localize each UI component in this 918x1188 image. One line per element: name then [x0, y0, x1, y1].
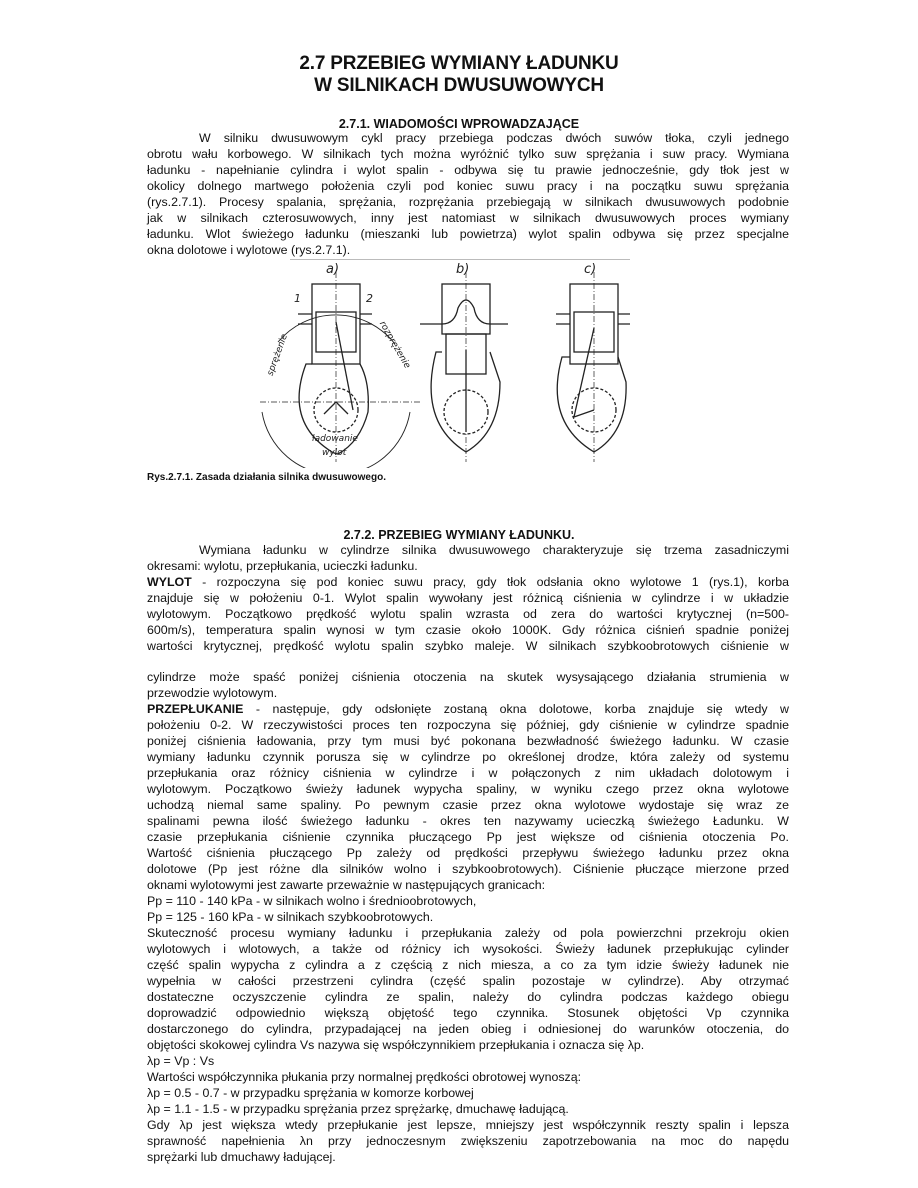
paragraph-line: uchodzą niemal same spaliny. Po pewnym czasie przez okna wylotowe wydostaje się wraz ze: [147, 798, 789, 812]
section-heading-2-7-1: 2.7.1. WIADOMOŚCI WPROWADZAJĄCE: [338, 117, 580, 131]
paragraph-line: przewodzie wylotowym.: [147, 686, 278, 700]
paragraph-line: spalinami pewna ilość świeżego ładunku - okres ten nazywamy ucieczką świeżego Ładunku. W: [147, 814, 789, 828]
paragraph-line: W silniku dwusuwowym cykl pracy przebiega podczas dwóch suwów tłoka, czyli jednego: [199, 131, 789, 145]
paragraph-line: wypełnia w całości przestrzeni cylindra (część spalin pozostaje w cylindrze). Aby otrzymać: [147, 974, 789, 988]
page-title-line-1: 2.7 PRZEBIEG WYMIANY ŁADUNKU: [299, 53, 619, 74]
paragraph-line: Wymiana ładunku w cylindrze silnika dwusuwowego charakteryzuje się trzema zasadniczymi: [199, 543, 789, 557]
scan-artifact-line: [290, 259, 630, 260]
pressure-range-line: Pp = 110 - 140 kPa - w silnikach wolno i średnioobrotowych,: [147, 894, 477, 908]
paragraph-line: przepłukania oraz różnicy ciśnienia w cylindrze i w połączonych z nim układach dolotowym i: [147, 766, 789, 780]
paragraph-line: ładunku. Wlot świeżego ładunku (mieszanki lub powietrza) wylot spalin odbywa się przez specjalne: [147, 227, 789, 241]
paragraph-line: wylotowych i wlotowych, a także od różnicy ich wysokości. Świeży ładunek przepłukując cylinder: [147, 942, 789, 956]
engine-diagram-figure: [250, 262, 670, 468]
paragraph-line: Gdy λp jest większa wtedy przepłukanie jest lepsze, mniejszy jest współczynnik reszty spalin i lepsza: [147, 1118, 789, 1132]
figure-caption: Rys.2.7.1. Zasada działania silnika dwusuwowego.: [147, 472, 386, 483]
arc-label-exhaust: wylot: [322, 448, 347, 458]
section-heading-2-7-2: 2.7.2. PRZEBIEG WYMIANY ŁADUNKU.: [343, 528, 575, 542]
paragraph-line: poniżej ciśnienia ładowania, przy tym musi być pokonana bezwładność świeżego ładunku. W czasie: [147, 734, 789, 748]
panel-label-b: b): [456, 262, 470, 277]
paragraph-line: Skuteczność procesu wymiany ładunku i przepłukania zależy od pola powierzchni przekroju okien: [147, 926, 789, 940]
paragraph-line: wymiany ładunku czynnik porusza się w cylindrze po określonej drodze, która zależy od systemu: [147, 750, 789, 764]
paragraph-line: sprężarki lub dmuchawy ładującej.: [147, 1150, 336, 1164]
paragraph-line: dostarczonego do cylindra, przypadającej na jeden obieg i odniesionej do warunków otoczenia, do: [147, 1022, 789, 1036]
term-przeplukanie: PRZEPŁUKANIE: [147, 702, 244, 716]
arc-label-charging: ładowanie: [312, 434, 358, 444]
paragraph-line: okresami: wylotu, przepłukania, ucieczki ładunku.: [147, 559, 418, 573]
paragraph-line: wylotowym. Początkowo prędkość wylotu spalin wzrasta od zera do wartości krytycznej (n=500-: [147, 607, 789, 621]
paragraph-line: okna dolotowe i wylotowe (rys.2.7.1).: [147, 243, 351, 257]
paragraph-line: okolicy dolnego martwego położenia czyli pod koniec suwu pracy i na początku suwu sprężania: [147, 179, 789, 193]
paragraph-line: doprowadzić odpowiednio większą objętość tego czynnika. Stosunek objętości Vp czynnika: [147, 1006, 789, 1020]
port-label-2: 2: [366, 292, 373, 305]
paragraph-line: dolotowe (Pp jest różne dla silników wolno i szybkoobrotowych). Ciśnienie płuczące mierzone przed: [147, 862, 789, 876]
paragraph-line: dostateczne oczyszczenie cylindra ze spalin, należy do cylindra podczas każdego obiegu: [147, 990, 789, 1004]
paragraph-line: Wartości współczynnika płukania przy normalnej prędkości obrotowej wynoszą:: [147, 1070, 582, 1084]
arc-label-compression: sprężenie: [265, 332, 290, 378]
formula-line: λp = Vp : Vs: [147, 1054, 215, 1068]
paragraph-line: wartości krytycznej, prędkość wylotu spalin szybko maleje. W silnikach szybkoobrotowych ciśnienie w: [147, 639, 789, 653]
term-wylot: WYLOT: [147, 575, 192, 589]
arc-label-expansion: rozprężenie: [376, 319, 412, 371]
paragraph-line: objętości skokowej cylindra Vs nazywa się współczynnikiem przepłukania i oznacza się λp.: [147, 1038, 645, 1052]
value-line: λp = 1.1 - 1.5 - w przypadku sprężania przez sprężarkę, dmuchawę ładującą.: [147, 1102, 569, 1116]
paragraph-line: PRZEPŁUKANIE - następuje, gdy odsłonięte zostaną okna dolotowe, korba znajduje się wtedy w: [147, 702, 789, 716]
paragraph-line: wylotowym. Początkowo świeży ładunek wypycha spaliny, w wyniku czego przez okna wylotowe: [147, 782, 789, 796]
paragraph-line: położeniu 0-2. W rzeczywistości proces ten rozpoczyna się później, gdy ciśnienie w cylindrze spadnie: [147, 718, 789, 732]
port-label-1: 1: [294, 292, 301, 305]
paragraph-line: 600m/s), temperatura spalin wynosi w tym czasie około 1000K. Gdy różnica ciśnień spadnie poniżej: [147, 623, 789, 637]
paragraph-line: znajduje się w położeniu 0-1. Wylot spalin wywołany jest różnicą ciśnienia w cylindrze i w układzie: [147, 591, 789, 605]
paragraph-line: sprawność napełnienia λn przy jednoczesnym zwiększeniu zapotrzebowania na moc do napędu: [147, 1134, 789, 1148]
paragraph-line: cylindrze może spaść poniżej ciśnienia otoczenia na skutek wysysającego działania strumienia w: [147, 670, 789, 684]
paragraph-line: obrotu wału korbowego. W silnikach tych można wyróżnić tylko suw sprężania i suw pracy. Wymiana: [147, 147, 789, 161]
paragraph-line: jak w silnikach czterosuwowych, inny jest natomiast w silnikach dwusuwowych proces wymiany: [147, 211, 789, 225]
paragraph-line: ładunku - napełnianie cylindra i wylot spalin - odbywa się tu prawie jednocześnie, gdy tłok jest w: [147, 163, 789, 177]
paragraph-line: część spalin wypycha z cylindra a z częścią z nich miesza, a co za tym idzie świeży ładunek nie: [147, 958, 789, 972]
paragraph-line: czasie przepłukania ciśnienie czynnika płuczącego Pp jest większe od ciśnienia otoczenia Po.: [147, 830, 789, 844]
panel-label-c: c): [584, 262, 597, 277]
pressure-range-line: Pp = 125 - 160 kPa - w silnikach szybkoobrotowych.: [147, 910, 434, 924]
paragraph-line: oknami wylotowymi jest zawarte przeważnie w następujących granicach:: [147, 878, 546, 892]
paragraph-line: WYLOT - rozpoczyna się pod koniec suwu pracy, gdy tłok odsłania okno wylotowe 1 (rys.1), korba: [147, 575, 789, 589]
value-line: λp = 0.5 - 0.7 - w przypadku sprężania w komorze korbowej: [147, 1086, 474, 1100]
paragraph-line: (rys.2.7.1). Procesy spalania, sprężania, rozprężania przebiegają w silnikach dwusuwowych podobnie: [147, 195, 789, 209]
paragraph-line: Wartość ciśnienia płuczącego Pp zależy od prędkości przepływu świeżego ładunku przez okna: [147, 846, 789, 860]
page-title-line-2: W SILNIKACH DWUSUWOWYCH: [314, 75, 604, 96]
panel-label-a: a): [326, 262, 340, 277]
